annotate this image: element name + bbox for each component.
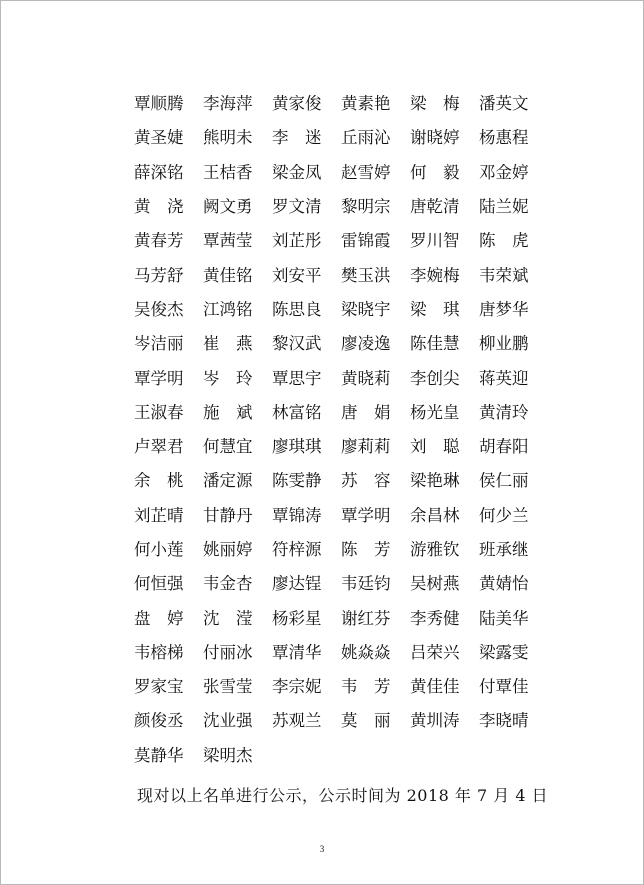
name-entry: 江鸿铭 [203, 299, 253, 319]
name-entry: 梁金凤 [272, 162, 322, 182]
name-entry: 马芳舒 [134, 265, 184, 285]
name-row [134, 428, 554, 462]
name-entry: 柳业鹏 [479, 334, 529, 354]
name-entry: 李晓晴 [479, 711, 529, 731]
name-entry: 唐 娟 [341, 402, 391, 422]
name-entry: 李宗妮 [272, 677, 322, 697]
name-row [134, 599, 554, 633]
name-entry: 颜俊丞 [134, 711, 184, 731]
name-entry: 杨惠程 [479, 128, 529, 148]
name-entry: 黄婧怡 [479, 574, 529, 594]
name-row [134, 462, 554, 496]
name-entry: 陆美华 [479, 608, 529, 628]
name-entry: 胡春阳 [479, 437, 529, 457]
name-row [134, 737, 554, 771]
name-entry: 罗文清 [272, 197, 322, 217]
notice-text: 现对以上名单进行公示，公示时间为 2018 年 7 月 4 日 [137, 786, 549, 805]
name-entry: 张雪莹 [203, 677, 253, 697]
name-row [134, 565, 554, 599]
name-row [134, 154, 554, 188]
name-entry: 罗家宝 [134, 677, 184, 697]
name-entry: 沈业强 [203, 711, 253, 731]
name-entry: 黄春芳 [134, 231, 184, 251]
name-entry: 陈 芳 [341, 540, 391, 559]
name-entry: 施 斌 [203, 402, 253, 422]
name-entry: 付覃佳 [479, 677, 529, 697]
name-entry: 覃清华 [272, 642, 322, 662]
name-entry: 覃学明 [341, 505, 391, 525]
name-entry: 廖达锃 [272, 574, 322, 594]
name-entry: 廖凌逸 [341, 334, 391, 354]
name-row [134, 668, 554, 702]
name-entry: 岑 玲 [203, 368, 253, 388]
name-entry: 余 桃 [134, 471, 184, 491]
name-entry: 韦榕梯 [134, 642, 184, 662]
name-row [134, 497, 554, 531]
name-row [134, 531, 554, 565]
name-row [134, 119, 554, 153]
name-entry: 李 迷 [272, 128, 322, 148]
name-entry: 苏 容 [341, 471, 391, 491]
name-row [134, 359, 554, 393]
name-entry: 李婉梅 [410, 265, 460, 285]
name-entry: 姚丽婷 [203, 540, 253, 559]
name-entry: 邓金婷 [479, 162, 529, 182]
name-entry: 潘定源 [203, 471, 253, 491]
name-entry: 刘芷晴 [134, 505, 184, 525]
name-entry: 莫静华 [134, 745, 184, 765]
name-entry: 李创尖 [410, 368, 460, 388]
name-row [134, 325, 554, 359]
name-row [134, 188, 554, 222]
name-entry: 梁 琪 [410, 299, 460, 319]
name-entry: 梁 梅 [410, 94, 460, 114]
name-entry: 韦金杏 [203, 574, 253, 594]
name-entry: 刘 聪 [410, 437, 460, 457]
name-entry: 班承继 [479, 540, 529, 559]
name-entry: 何少兰 [479, 505, 529, 525]
name-entry: 熊明未 [203, 128, 253, 148]
name-entry: 廖莉莉 [341, 437, 391, 457]
name-entry: 覃顺腾 [134, 94, 184, 114]
name-entry: 卢翠君 [134, 437, 184, 457]
name-entry: 陈雯静 [272, 471, 322, 491]
name-entry: 韦荣斌 [479, 265, 529, 285]
name-list [134, 85, 554, 771]
name-entry: 黄圣婕 [134, 128, 184, 148]
name-entry: 李秀健 [410, 608, 460, 628]
name-entry: 赵雪婷 [341, 162, 391, 182]
name-entry: 谢晓婷 [410, 128, 460, 148]
name-entry: 陆兰妮 [479, 197, 529, 217]
page-number: 3 [319, 844, 325, 854]
name-entry: 甘静丹 [203, 505, 253, 525]
name-entry: 梁露雯 [479, 642, 529, 662]
name-entry: 蒋英迎 [479, 368, 529, 388]
name-entry: 覃学明 [134, 368, 184, 388]
name-entry: 沈 滢 [203, 608, 253, 628]
name-entry: 韦 芳 [341, 677, 391, 697]
name-entry: 罗川智 [410, 231, 460, 251]
name-entry: 黄晓莉 [341, 368, 391, 388]
name-entry: 谢红芬 [341, 608, 391, 628]
name-entry: 侯仁丽 [479, 471, 529, 491]
name-entry: 付丽冰 [203, 642, 253, 662]
name-row [134, 702, 554, 736]
name-entry: 黄圳涛 [410, 711, 460, 731]
name-entry: 薛深铭 [134, 162, 184, 182]
name-entry: 雷锦霞 [341, 231, 391, 251]
name-entry: 覃思宇 [272, 368, 322, 388]
name-entry: 姚焱焱 [341, 642, 391, 662]
name-entry: 莫 丽 [341, 711, 391, 731]
name-entry: 杨光皇 [410, 402, 460, 422]
name-entry: 王淑春 [134, 402, 184, 422]
name-entry: 黄清玲 [479, 402, 529, 422]
name-entry: 梁艳琳 [410, 471, 460, 491]
name-entry: 王桔香 [203, 162, 253, 182]
name-entry: 符梓源 [272, 540, 322, 559]
name-row [134, 291, 554, 325]
name-entry: 杨彩星 [272, 608, 322, 628]
name-entry: 吕荣兴 [410, 642, 460, 662]
name-entry: 韦廷钧 [341, 574, 391, 594]
name-entry: 黄素艳 [341, 94, 391, 114]
name-entry: 何 毅 [410, 162, 460, 182]
name-entry: 林富铭 [272, 402, 322, 422]
name-entry: 阙文勇 [203, 197, 253, 217]
name-row [134, 394, 554, 428]
name-entry: 何慧宜 [203, 437, 253, 457]
name-entry: 唐梦华 [479, 299, 529, 319]
name-entry: 游雅钦 [410, 540, 460, 559]
name-entry: 余昌林 [410, 505, 460, 525]
name-row [134, 256, 554, 290]
name-entry: 刘芷彤 [272, 231, 322, 251]
name-entry: 唐乾清 [410, 197, 460, 217]
name-entry: 盘 婷 [134, 608, 184, 628]
name-entry: 陈佳慧 [410, 334, 460, 354]
name-row [134, 634, 554, 668]
name-entry: 黄佳铭 [203, 265, 253, 285]
name-entry: 苏观兰 [272, 711, 322, 731]
name-row [134, 222, 554, 256]
name-entry: 吴树燕 [410, 574, 460, 594]
name-entry: 廖琪琪 [272, 437, 322, 457]
name-entry: 刘安平 [272, 265, 322, 285]
name-entry: 何小莲 [134, 540, 184, 559]
name-entry: 崔 燕 [203, 334, 253, 354]
name-entry: 岑洁丽 [134, 334, 184, 354]
name-entry: 陈 虎 [479, 231, 529, 251]
name-entry: 李海萍 [203, 94, 253, 114]
name-entry: 潘英文 [479, 94, 529, 114]
name-entry: 丘雨沁 [341, 128, 391, 148]
name-entry: 黎明宗 [341, 197, 391, 217]
name-entry: 何恒强 [134, 574, 184, 594]
name-entry: 覃茜莹 [203, 231, 253, 251]
name-entry: 黄佳佳 [410, 677, 460, 697]
name-entry: 黄 浇 [134, 197, 184, 217]
name-row [134, 85, 554, 119]
name-entry: 覃锦涛 [272, 505, 322, 525]
name-entry: 陈思良 [272, 299, 322, 319]
name-entry: 吴俊杰 [134, 299, 184, 319]
name-entry: 黎汉武 [272, 334, 322, 354]
name-entry: 黄家俊 [272, 94, 322, 114]
name-entry: 梁明杰 [203, 745, 253, 765]
name-entry: 樊玉洪 [341, 265, 391, 285]
name-entry: 梁晓宇 [341, 299, 391, 319]
